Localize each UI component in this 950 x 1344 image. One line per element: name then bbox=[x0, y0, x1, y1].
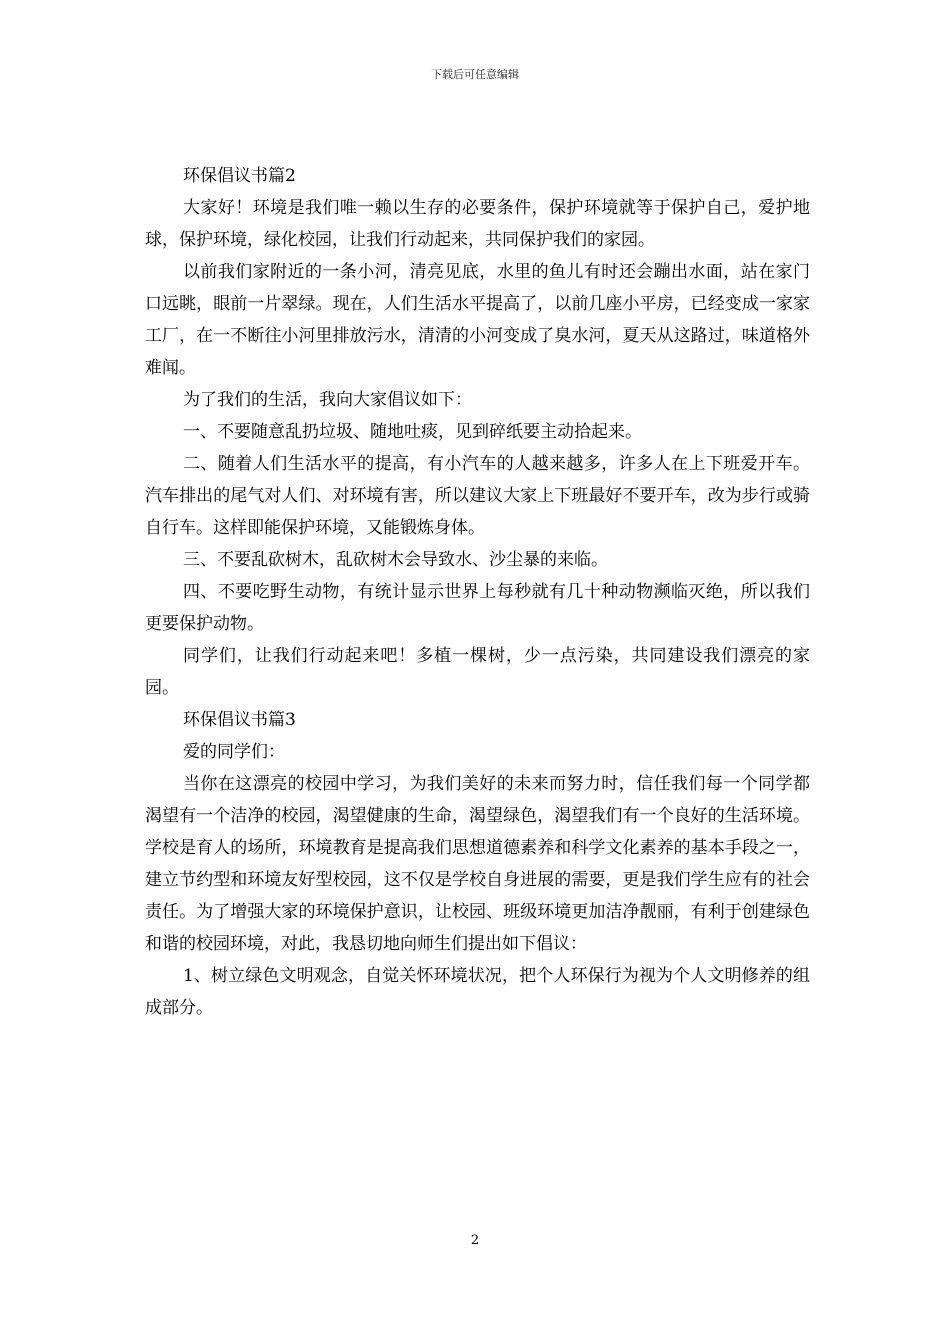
paragraph: 当你在这漂亮的校园中学习，为我们美好的未来而努力时，信任我们每一个同学都渴望有一个洁净的校园，渴望健康的生命，渴望绿色，渴望我们有一个良好的生活环境。学校是育人的场所，环境教育是提高我们思想道德素养和科学文化素养的基本手段之一，建立节约型和环境友好型校园，这不仅是学校自身进展的需要，更是我们学生应有的社会责任。为了增强大家的环境保护意识，让校园、班级环境更加洁净靓丽，有利于创建绿色和谐的校园环境，对此，我恳切地向师生们提出如下倡议： bbox=[145, 774, 810, 954]
page-number: 2 bbox=[470, 1233, 480, 1248]
list-item: 二、随着人们生活水平的提高，有小汽车的人越来越多，许多人在上下班爱开车。汽车排出的尾气对人们、对环境有害，所以建议大家上下班最好不要开车，改为步行或骑自行车。这样即能保护环境，又能锻炼身体。 bbox=[145, 454, 810, 538]
paragraph: 为了我们的生活，我向大家倡议如下： bbox=[183, 390, 472, 410]
paragraph: 以前我们家附近的一条小河，清亮见底，水里的鱼儿有时还会蹦出水面，站在家门口远眺，眼前一片翠绿。现在，人们生活水平提高了，以前几座小平房，已经变成一家家工厂，在一不断往小河里排放污水，清清的小河变成了臭水河，夏天从这路过，味道格外难闻。 bbox=[145, 262, 810, 378]
list-item: 四、不要吃野生动物，有统计显示世界上每秒就有几十种动物濒临灭绝，所以我们更要保护动物。 bbox=[145, 582, 810, 634]
paragraph: 大家好！环境是我们唯一赖以生存的必要条件，保护环境就等于保护自己，爱护地球，保护环境，绿化校园，让我们行动起来，共同保护我们的家园。 bbox=[145, 198, 810, 250]
list-item: 三、不要乱砍树木，乱砍树木会导致水、沙尘暴的来临。 bbox=[183, 550, 608, 570]
document-body bbox=[145, 160, 810, 1024]
section-title: 环保倡议书篇2 bbox=[183, 166, 296, 186]
list-item: 1、树立绿色文明观念，自觉关怀环境状况，把个人环保行为视为个人文明修养的组成部分。 bbox=[145, 966, 810, 1018]
page-header: 下载后可任意编辑 bbox=[431, 68, 519, 81]
section-title: 环保倡议书篇3 bbox=[183, 710, 296, 730]
paragraph: 同学们，让我们行动起来吧！多植一棵树，少一点污染，共同建设我们漂亮的家园。 bbox=[145, 646, 810, 698]
list-item: 一、不要随意乱扔垃圾、随地吐痰，见到碎纸要主动拾起来。 bbox=[183, 422, 642, 442]
salutation: 爱的同学们： bbox=[183, 742, 285, 762]
